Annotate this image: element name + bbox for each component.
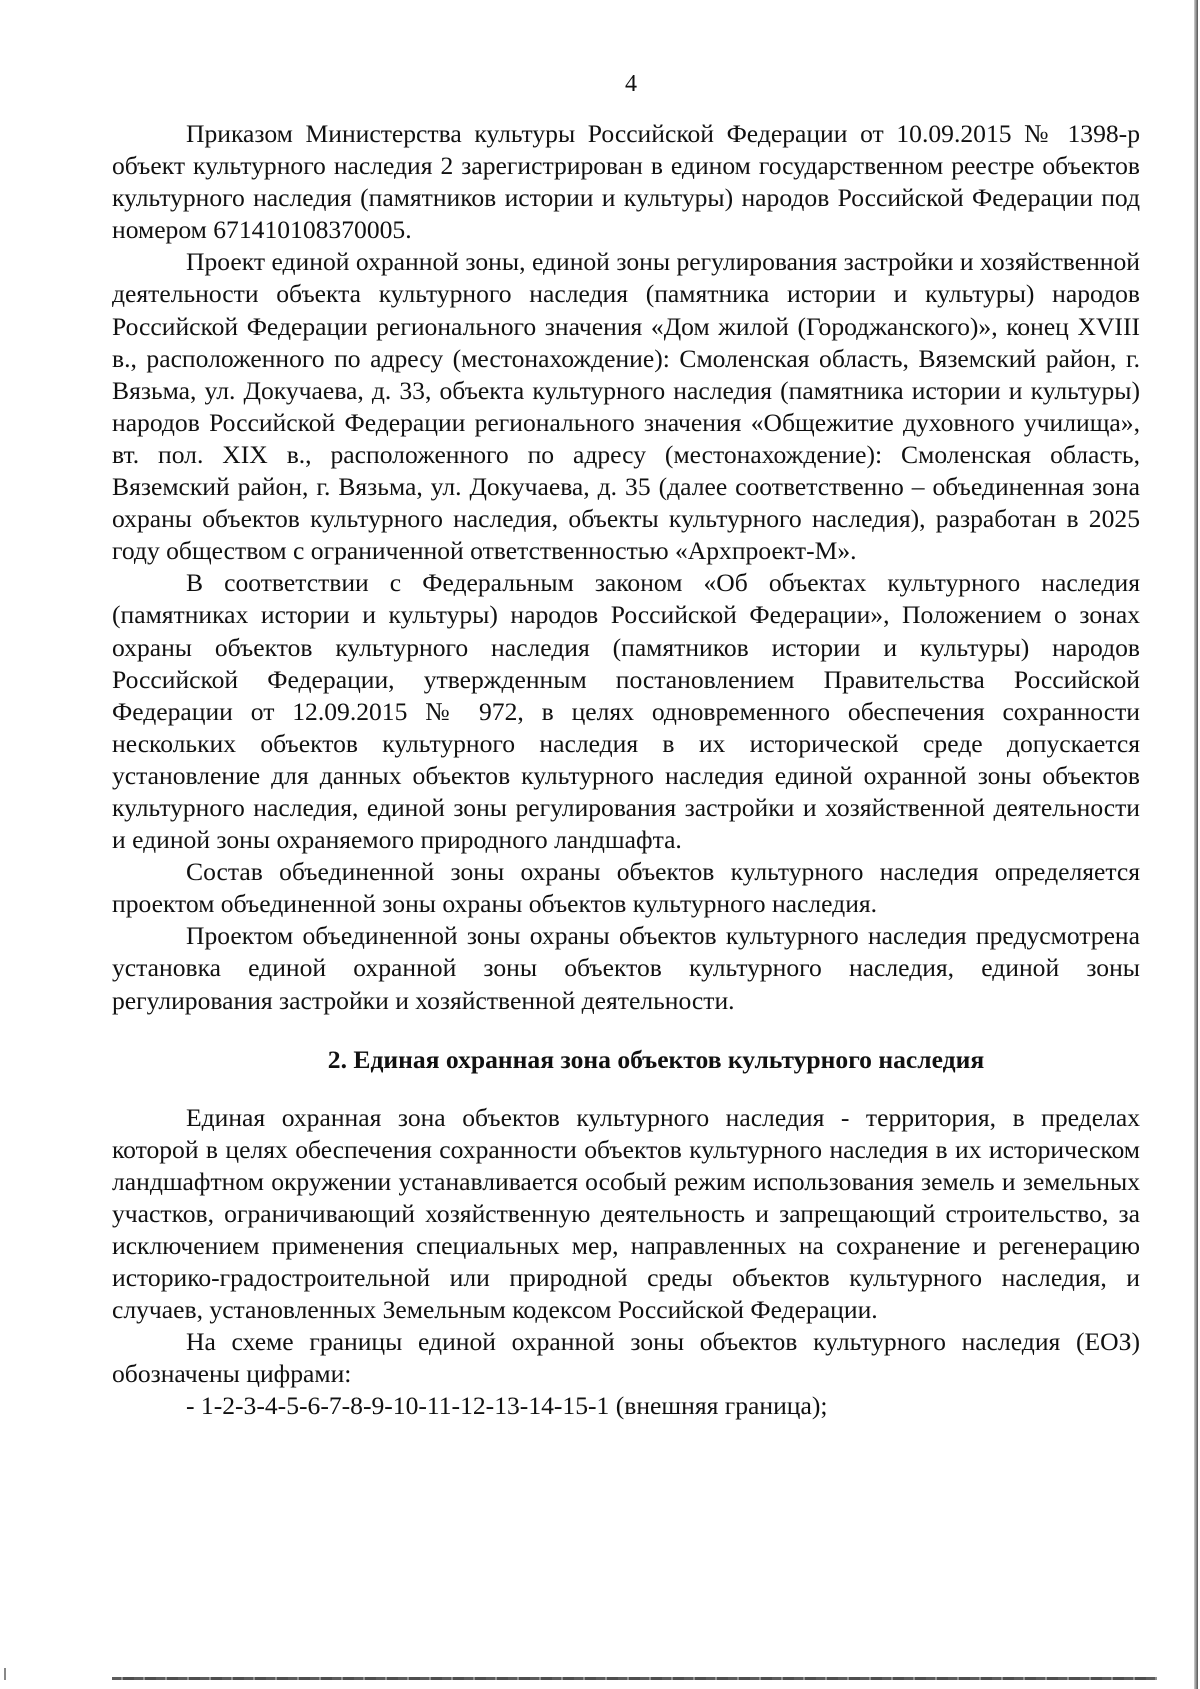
scan-edge-shadow xyxy=(1194,0,1198,1689)
paragraph-composition: Состав объединенной зоны охраны объектов культурного наследия определяется проектом объединенной зоны охраны объектов культурного наследия. xyxy=(112,857,1140,919)
scan-left-mark xyxy=(4,1668,6,1680)
page-number: 4 xyxy=(625,71,637,97)
paragraph-registry: Приказом Министерства культуры Российской Федерации от 10.09.2015 № 1398-р объект культурного наследия 2 зарегистрирован в едином государственном реестре объектов культурного наследия (памятников истории и культуры) народов Российской Федерации под номером 671410108370005. xyxy=(112,119,1140,245)
paragraph-provision: Проектом объединенной зоны охраны объектов культурного наследия предусмотрена установка единой охранной зоны объектов культурного наследия, единой зоны регулирования застройки и хозяйственной деятельности. xyxy=(112,921,1140,1015)
list-item-boundary: - 1-2-3-4-5-6-7-8-9-10-11-12-13-14-15-1 (внешняя граница); xyxy=(186,1391,828,1421)
document-body xyxy=(112,118,1140,1423)
paragraph-scheme: На схеме границы единой охранной зоны объектов культурного наследия (ЕОЗ) обозначены цифрами: xyxy=(112,1327,1140,1389)
section-heading: 2. Единая охранная зона объектов культурного наследия xyxy=(327,1044,985,1074)
paragraph-project: Проект единой охранной зоны, единой зоны регулирования застройки и хозяйственной деятельности объекта культурного наследия (памятника истории и культуры) народов Российской Федерации регионального значения «Дом жилой (Городжанского)», конец XVIII в., расположенного по адресу (местонахождение): Смоленская область, Вяземский район, г. Вязьма, ул. Докучаева, д. 33, объекта культурного наследия (памятника истории и культуры) народов Российской Федерации регионального значения «Общежитие духовного училища», вт. пол. XIX в., расположенного по адресу (местонахождение): Смоленская область, Вяземский район, г. Вязьма, ул. Докучаева, д. 35 (далее соответственно – объединенная зона охраны объектов культурного наследия, объекты культурного наследия), разработан в 2025 году обществом с ограниченной ответственностью «Архпроект-М». xyxy=(112,247,1140,566)
scan-bottom-artifact xyxy=(112,1677,1157,1680)
paragraph-federal-law: В соответствии с Федеральным законом «Об объектах культурного наследия (памятниках истории и культуры) народов Российской Федерации», Положением о зонах охраны объектов культурного наследия (памятников истории и культуры) народов Российской Федерации, утвержденным постановлением Правительства Российской Федерации от 12.09.2015 № 972, в целях одновременного обеспечения сохранности нескольких объектов культурного наследия в их исторической среде допускается установление для данных объектов культурного наследия единой охранной зоны объектов культурного наследия, единой зоны регулирования застройки и хозяйственной деятельности и единой зоны охраняемого природного ландшафта. xyxy=(112,568,1140,855)
paragraph-definition: Единая охранная зона объектов культурного наследия - территория, в пределах которой в целях обеспечения сохранности объектов культурного наследия в их историческом ландшафтном окружении устанавливается особый режим использования земель и земельных участков, ограничивающий хозяйственную деятельность и запрещающий строительство, за исключением применения специальных мер, направленных на сохранение и регенерацию историко-градостроительной или природной среды объектов культурного наследия, и случаев, установленных Земельным кодексом Российской Федерации. xyxy=(112,1102,1140,1325)
